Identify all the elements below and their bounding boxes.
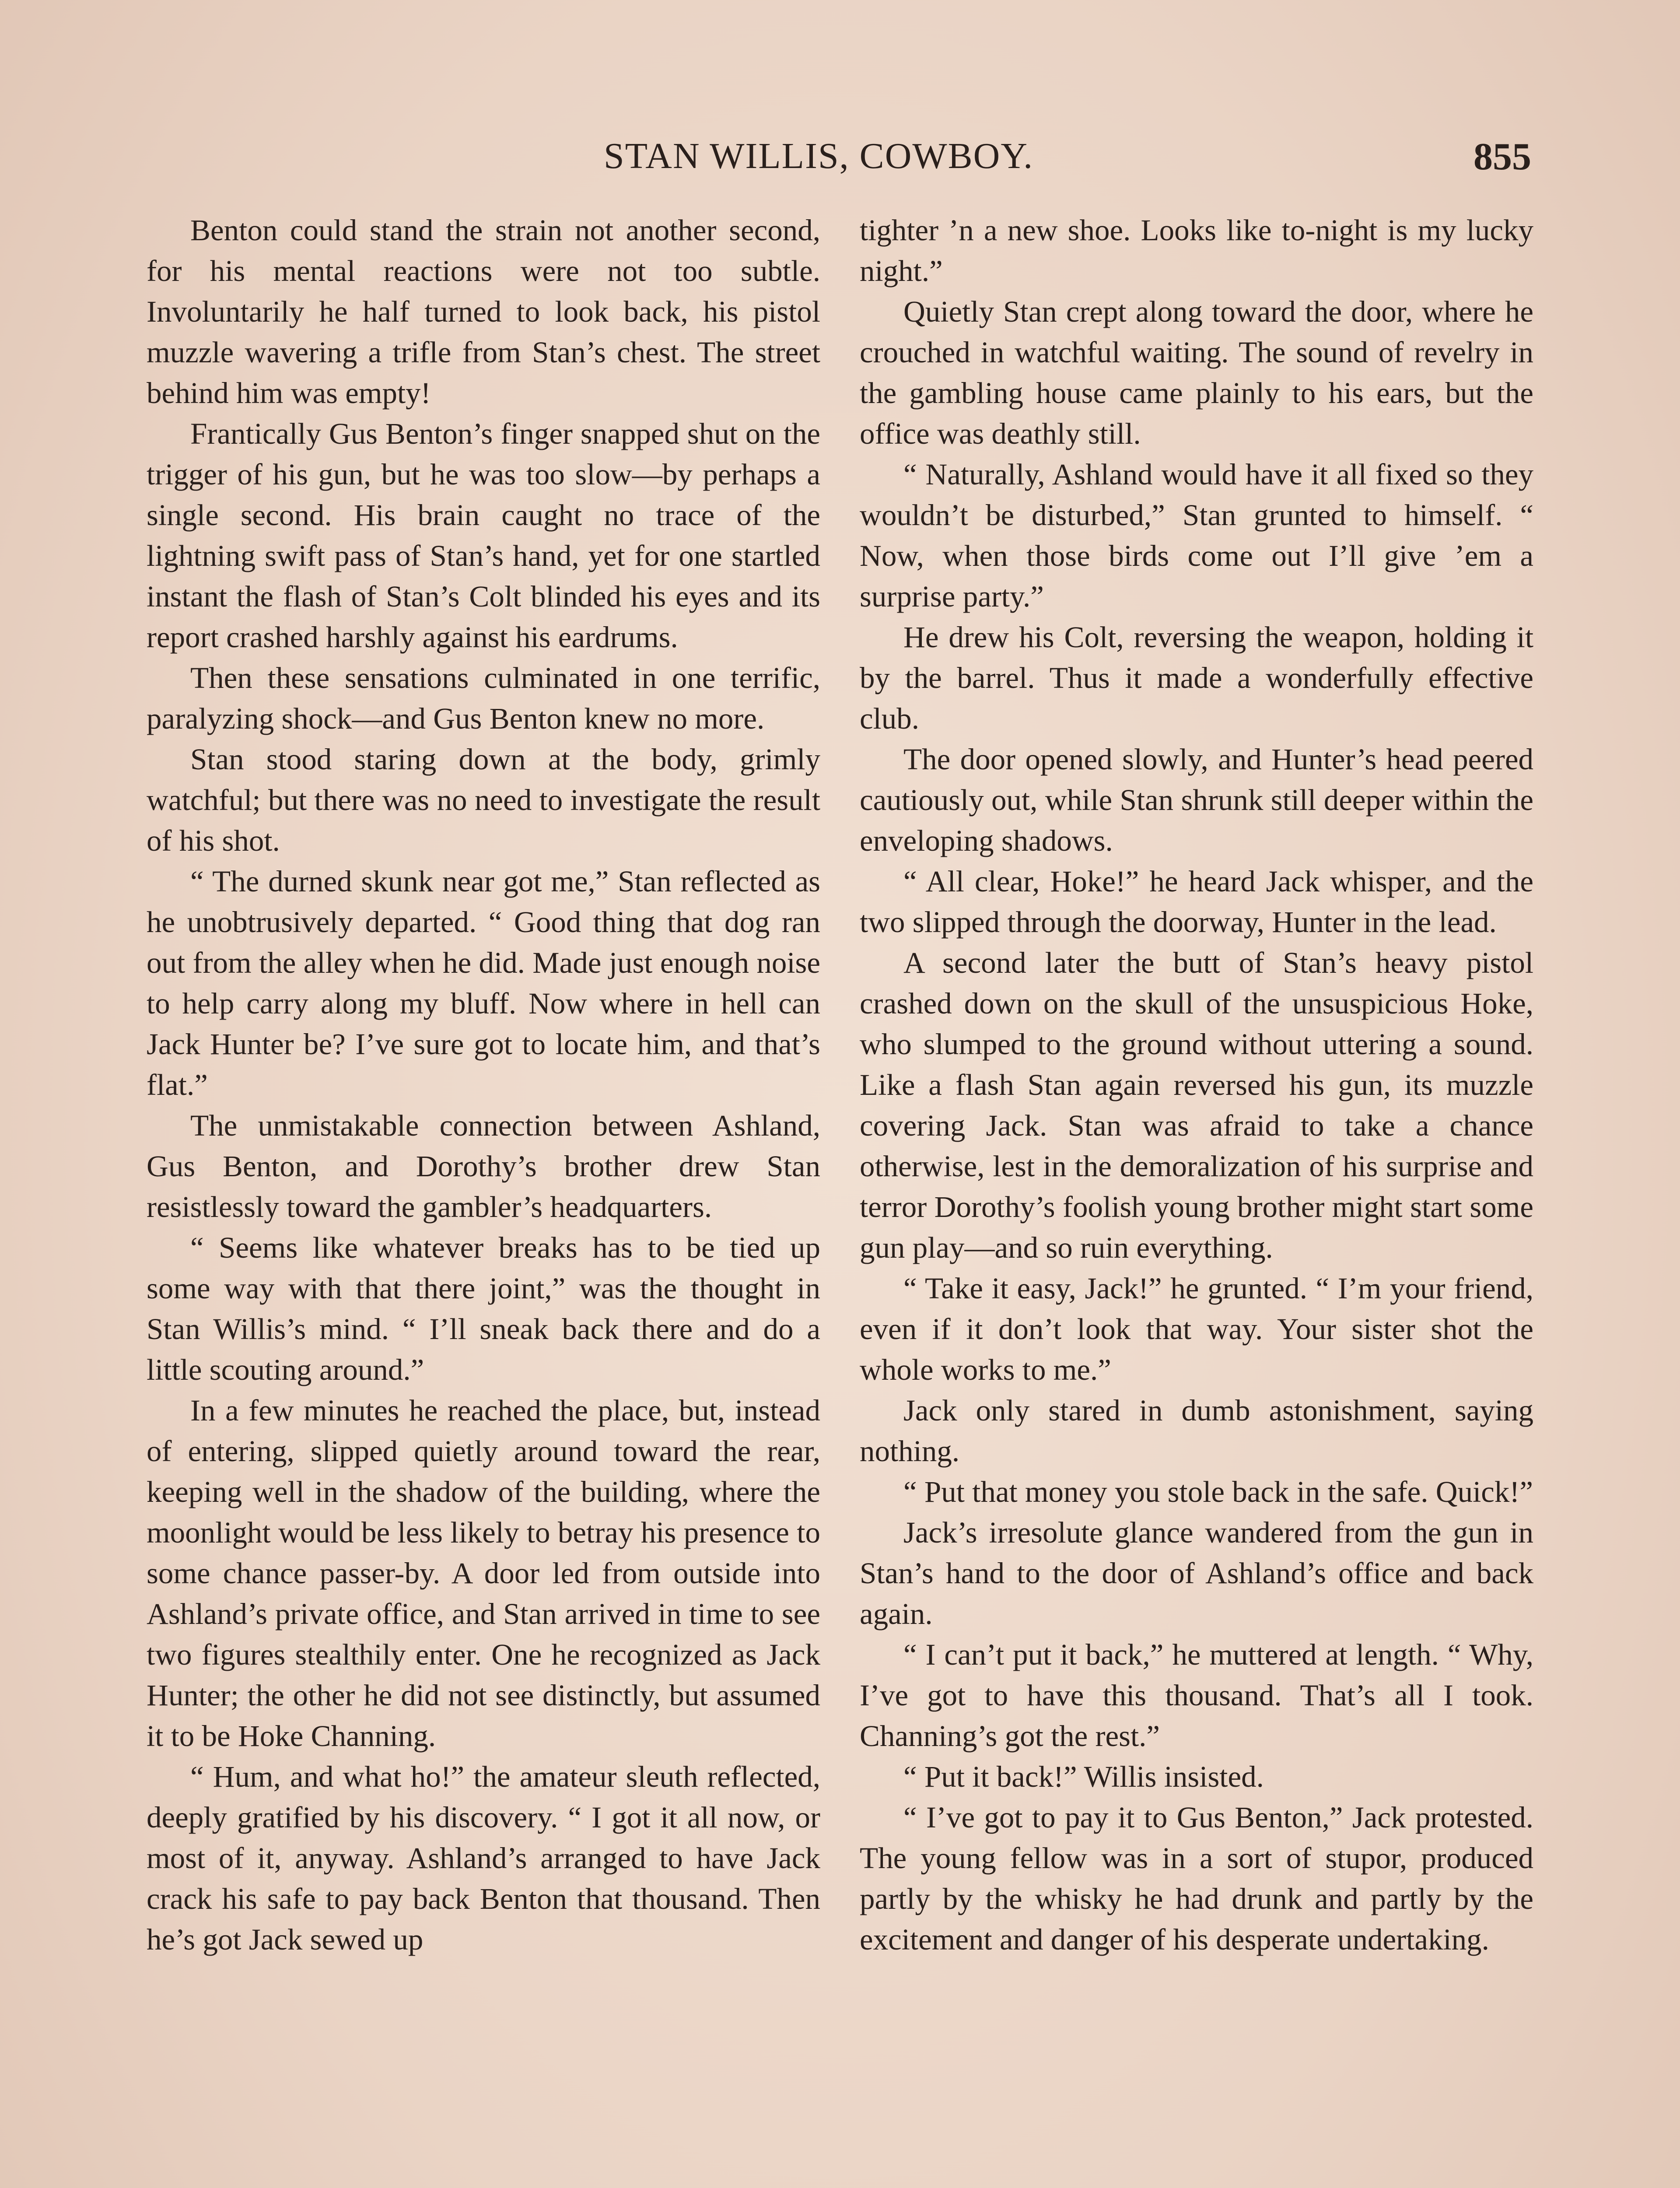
- paragraph: “ I can’t put it back,” he muttered at length. “ Why, I’ve got to have this thousand. That’s all I took. Channing’s got the rest.”: [860, 1638, 1533, 1753]
- paragraph-continued: tighter ’n a new shoe. Looks like to-night is my lucky night.”: [860, 214, 1533, 288]
- paragraph: A second later the butt of Stan’s heavy pistol crashed down on the skull of the unsuspicious Hoke, who slumped to the ground without uttering a sound. Like a flash Stan again reversed his gun, its muzzle covering Jack. Stan was afraid to take a chance otherwise, lest in the demoralization of his surprise and terror Dorothy’s foolish young brother might start some gun play—and so ruin everything.: [860, 946, 1533, 1264]
- paragraph: “ I’ve got to pay it to Gus Benton,” Jack protested. The young fellow was in a sort of stupor, produced partly by the whisky he had drunk and partly by the excitement and danger of his desperate undertaking.: [860, 1801, 1533, 1956]
- running-title: STAN WILLIS, COWBOY.: [604, 136, 1034, 176]
- paragraph: “ The durned skunk near got me,” Stan reflected as he unobtrusively departed. “ Good thing that dog ran out from the alley when he did. Made just enough noise to help carry along my bluff. Now where in hell can Jack Hunter be? I’ve sure got to locate him, and that’s flat.”: [147, 865, 820, 1101]
- page-header: [144, 135, 1531, 183]
- paragraph: “ Seems like whatever breaks has to be tied up some way with that there joint,” was the thought in Stan Willis’s mind. “ I’ll sneak back there and do a little scouting around.”: [147, 1231, 820, 1386]
- right-column: [860, 210, 1533, 1960]
- paragraph: Benton could stand the strain not another second, for his mental reactions were not too subtle. Involuntarily he half turned to look back, his pistol muzzle wavering a trifle from Stan’s chest. The street behind him was empty!: [147, 214, 820, 410]
- paragraph: “ Put that money you stole back in the safe. Quick!”: [903, 1475, 1533, 1508]
- paragraph: Stan stood staring down at the body, grimly watchful; but there was no need to investigate the result of his shot.: [147, 743, 820, 857]
- paragraph: He drew his Colt, reversing the weapon, holding it by the barrel. Thus it made a wonderfully effective club.: [860, 621, 1533, 735]
- paragraph: Quietly Stan crept along toward the door, where he crouched in watchful waiting. The sound of revelry in the gambling house came plainly to his ears, but the office was deathly still.: [860, 295, 1533, 450]
- paragraph: Then these sensations culminated in one terrific, paralyzing shock—and Gus Benton knew no more.: [147, 661, 820, 735]
- paragraph: “ All clear, Hoke!” he heard Jack whisper, and the two slipped through the doorway, Hunter in the lead.: [860, 865, 1533, 939]
- paragraph: The door opened slowly, and Hunter’s head peered cautiously out, while Stan shrunk still deeper within the enveloping shadows.: [860, 743, 1533, 857]
- paragraph: In a few minutes he reached the place, but, instead of entering, slipped quietly around toward the rear, keeping well in the shadow of the building, where the moonlight would be less likely to betray his presence to some chance passer-by. A door led from outside into Ashland’s private office, and Stan arrived in time to see two figures stealthily enter. One he recognized as Jack Hunter; the other he did not see distinctly, but assumed it to be Hoke Channing.: [147, 1394, 820, 1753]
- paragraph: Jack’s irresolute glance wandered from the gun in Stan’s hand to the door of Ashland’s office and back again.: [860, 1516, 1533, 1630]
- page-number: 855: [1474, 136, 1531, 178]
- paragraph: “ Naturally, Ashland would have it all fixed so they wouldn’t be disturbed,” Stan grunted to himself. “ Now, when those birds come out I’ll give ’em a surprise party.”: [860, 458, 1533, 613]
- left-column: [147, 210, 820, 1960]
- paragraph: “ Put it back!” Willis insisted.: [903, 1760, 1264, 1793]
- paragraph: Jack only stared in dumb astonishment, saying nothing.: [860, 1394, 1533, 1468]
- paragraph: The unmistakable connection between Ashland, Gus Benton, and Dorothy’s brother drew Stan resistlessly toward the gambler’s headquarters.: [147, 1109, 820, 1224]
- paragraph: “ Take it easy, Jack!” he grunted. “ I’m your friend, even if it don’t look that way. Your sister shot the whole works to me.”: [860, 1272, 1533, 1386]
- paragraph: “ Hum, and what ho!” the amateur sleuth reflected, deeply gratified by his discovery. “ I got it all now, or most of it, anyway. Ashland’s arranged to have Jack crack his safe to pay back Benton that thousand. Then he’s got Jack sewed up: [147, 1760, 820, 1956]
- paragraph: Frantically Gus Benton’s finger snapped shut on the trigger of his gun, but he was too slow—by perhaps a single second. His brain caught no trace of the lightning swift pass of Stan’s hand, yet for one startled instant the flash of Stan’s Colt blinded his eyes and its report crashed harshly against his eardrums.: [147, 417, 820, 654]
